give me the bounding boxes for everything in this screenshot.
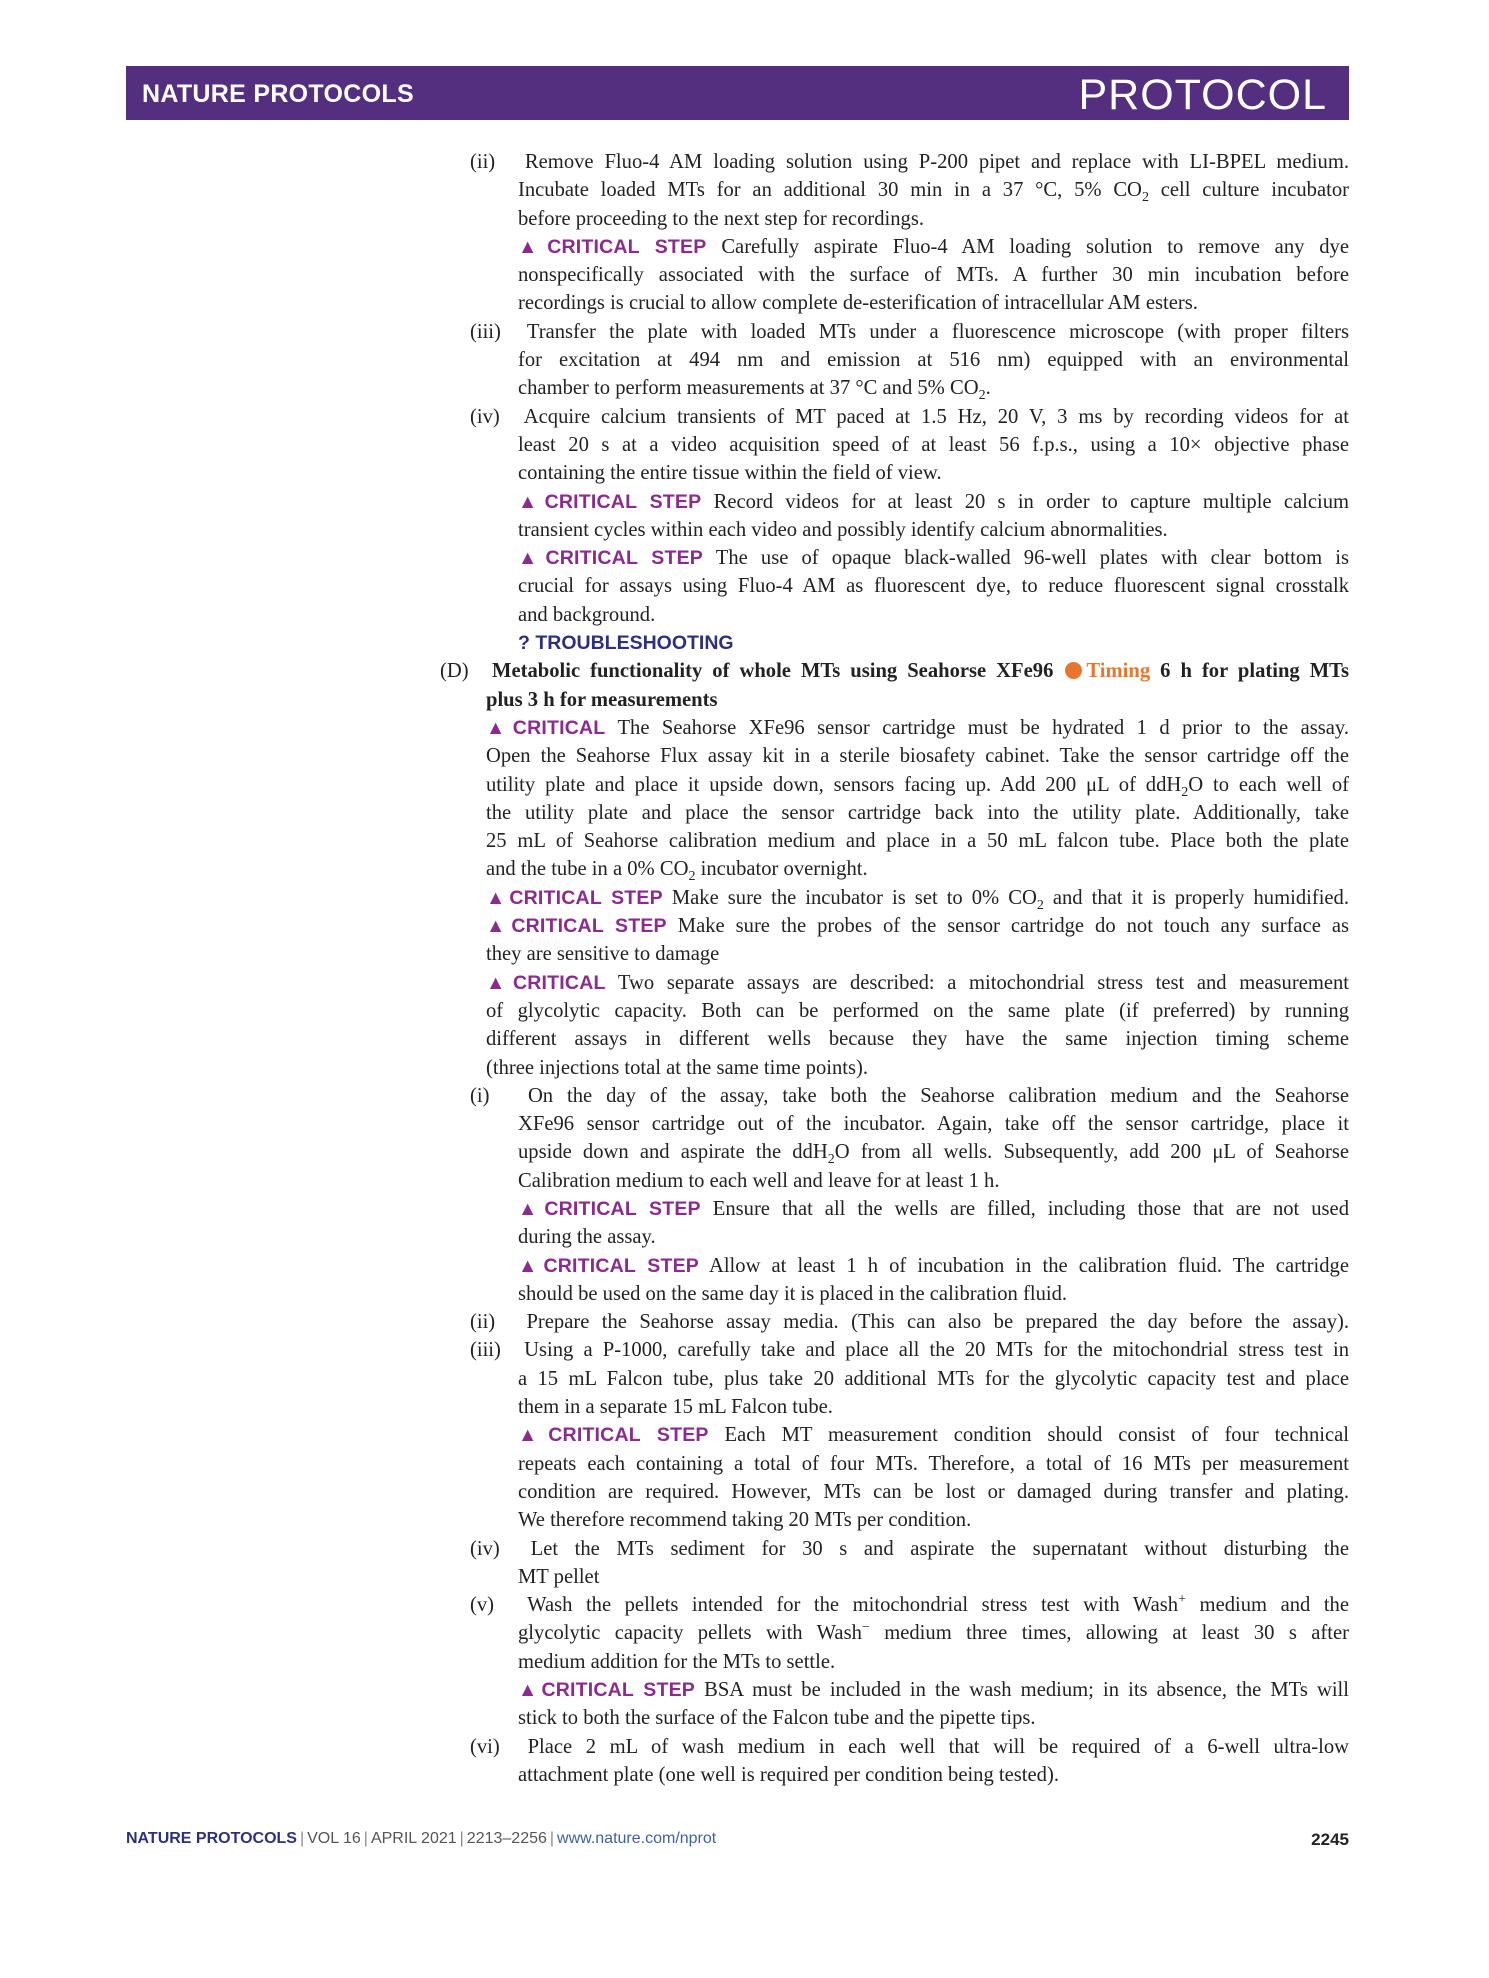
text-line: glycolytic capacity pellets with Wash− medium three times, allowing at least 30 s after bbox=[518, 1620, 1349, 1645]
text-line: attachment plate (one well is required per condition being tested). bbox=[518, 1763, 1059, 1786]
journal-name: NATURE PROTOCOLS bbox=[142, 80, 414, 108]
text-line: We therefore recommend taking 20 MTs per condition. bbox=[518, 1509, 972, 1532]
step-C-ii bbox=[470, 148, 1349, 318]
footer-date: APRIL 2021 bbox=[370, 1830, 457, 1847]
text-line: Open the Seahorse Flux assay kit in a sterile biosafety cabinet. Take the sensor cartridge off the bbox=[486, 745, 1349, 768]
step-C-iv bbox=[470, 403, 1350, 658]
text-line: them in a separate 15 mL Falcon tube. bbox=[518, 1396, 833, 1419]
text-line: XFe96 sensor cartridge out of the incubator. Again, take off the sensor cartridge, place it bbox=[518, 1113, 1349, 1136]
text-line: recordings is crucial to allow complete de-esterification of intracellular AM esters. bbox=[518, 292, 1198, 315]
text-line: and the tube in a 0% $CO_2$ incubator overnight. bbox=[486, 858, 868, 885]
critical-step-note: ▲CRITICAL STEP Make sure the probes of the sensor cartridge do not touch any surface as bbox=[486, 915, 1349, 938]
text-line: during the assay. bbox=[518, 1226, 656, 1249]
text-line: (iv) Acquire calcium transients of MT paced at 1.5 Hz, 20 V, 3 ms by recording videos for at bbox=[470, 405, 1349, 428]
critical-step-note: ▲CRITICAL STEP Record videos for at least 20 s in order to capture multiple calcium bbox=[518, 490, 1350, 513]
text-line: upside down and aspirate the ddH$_2$O from all wells. Subsequently, add 200 μL of Seahorse bbox=[518, 1141, 1350, 1168]
step-C-iii bbox=[470, 318, 1349, 404]
text-line: should be used on the same day it is placed in the calibration fluid. bbox=[518, 1282, 1068, 1305]
step-D-i bbox=[470, 1082, 1350, 1308]
text-line: least 20 s at a video acquisition speed of at least 56 f.p.s., using a 10× objective phase bbox=[518, 433, 1349, 456]
text-line: for excitation at 494 nm and emission at 516 nm) equipped with an environmental bbox=[518, 349, 1349, 372]
section-heading-cont: plus 3 h for measurements bbox=[486, 688, 718, 711]
critical-step-note: ▲CRITICAL STEP The use of opaque black-walled 96-well plates with clear bottom is bbox=[518, 547, 1349, 570]
text-line: Calibration medium to each well and leave for at least 1 h. bbox=[518, 1169, 1000, 1192]
timing-dot-icon bbox=[1065, 662, 1082, 679]
text-line: 25 mL of Seahorse calibration medium and place in a 50 mL falcon tube. Place both the plate bbox=[486, 830, 1349, 853]
step-D-iv bbox=[470, 1535, 1349, 1592]
section-heading: (D) Metabolic functionality of whole MTs using Seahorse XFe96 Timing 6 h for plating MTs bbox=[440, 660, 1350, 683]
text-line: transient cycles within each video and possibly identify calcium abnormalities. bbox=[518, 518, 1168, 541]
text-line: and background. bbox=[518, 603, 656, 626]
page-footer: NATURE PROTOCOLS | VOL 16 | APRIL 2021 | 2213–2256 | www.nature.com/nprot 2245 bbox=[126, 1830, 1349, 1849]
critical-step-note: ▲CRITICAL STEP Make sure the incubator is set to 0% $CO_2$ and that it is properly humidified. bbox=[486, 886, 1350, 913]
text-line: of glycolytic capacity. Both can be performed on the same plate (if preferred) by running bbox=[486, 999, 1349, 1022]
text-line: (v) Wash the pellets intended for the mitochondrial stress test with Wash+ medium and the bbox=[470, 1592, 1349, 1617]
page-number: 2245 bbox=[1311, 1830, 1349, 1849]
text-line: a 15 mL Falcon tube, plus take 20 additional MTs for the glycolytic capacity test and place bbox=[518, 1367, 1349, 1390]
step-D-iii bbox=[470, 1336, 1349, 1534]
text-line: containing the entire tissue within the field of view. bbox=[518, 462, 942, 485]
text-line: Incubate loaded MTs for an additional 30 min in a 37 °C, 5% $CO_2$ cell culture incubator bbox=[518, 179, 1349, 206]
text-line: crucial for assays using Fluo-4 AM as fluorescent dye, to reduce fluorescent signal crosstalk bbox=[518, 575, 1349, 598]
footer-volume: VOL 16 bbox=[307, 1830, 361, 1847]
text-line: nonspecifically associated with the surface of MTs. A further 30 min incubation before bbox=[518, 264, 1349, 287]
text-line: utility plate and place it upside down, sensors facing up. Add 200 μL of ddH$_2$O to each well of bbox=[486, 773, 1349, 800]
footer-journal: NATURE PROTOCOLS bbox=[126, 1830, 297, 1847]
critical-step-note: ▲CRITICAL STEP Carefully aspirate Fluo-4 AM loading solution to remove any dye bbox=[518, 235, 1349, 258]
text-line: (iv) Let the MTs sediment for 30 s and aspirate the supernatant without disturbing the bbox=[470, 1537, 1349, 1560]
text-line: (i) On the day of the assay, take both the Seahorse calibration medium and the Seahorse bbox=[470, 1084, 1349, 1107]
text-line: they are sensitive to damage bbox=[486, 943, 720, 966]
critical-step-note: ▲CRITICAL STEP BSA must be included in the wash medium; in its absence, the MTs will bbox=[518, 1679, 1349, 1702]
step-D-vi bbox=[470, 1733, 1349, 1790]
step-D-v bbox=[470, 1591, 1349, 1732]
header-bar bbox=[126, 66, 1349, 120]
text-line: (iii) Transfer the plate with loaded MTs under a fluorescence microscope (with proper filters bbox=[470, 320, 1349, 343]
text-line: different assays in different wells because they have the same injection timing scheme bbox=[486, 1028, 1349, 1051]
text-line: (three injections total at the same time points). bbox=[486, 1056, 869, 1079]
text-line: stick to both the surface of the Falcon tube and the pipette tips. bbox=[518, 1707, 1036, 1730]
section-D bbox=[440, 657, 1350, 1081]
footer-pages: 2213–2256 bbox=[466, 1830, 547, 1847]
critical-note: ▲CRITICAL The Seahorse XFe96 sensor cartridge must be hydrated 1 d prior to the assay. bbox=[486, 716, 1349, 739]
text-line: (vi) Place 2 mL of wash medium in each well that will be required of a 6-well ultra-low bbox=[470, 1735, 1349, 1758]
text-line: before proceeding to the next step for recordings. bbox=[518, 207, 925, 230]
critical-note: ▲CRITICAL Two separate assays are described: a mitochondrial stress test and measurement bbox=[486, 971, 1350, 994]
text-line: condition are required. However, MTs can be lost or damaged during transfer and plating. bbox=[518, 1480, 1349, 1503]
troubleshooting-link[interactable]: ? TROUBLESHOOTING bbox=[518, 632, 734, 655]
step-D-ii bbox=[470, 1308, 1350, 1336]
article-type: PROTOCOL bbox=[1078, 71, 1327, 119]
critical-step-note: ▲CRITICAL STEP Each MT measurement condition should consist of four technical bbox=[518, 1424, 1349, 1447]
text-line: MT pellet bbox=[518, 1565, 600, 1588]
text-line: (ii) Prepare the Seahorse assay media. (This can also be prepared the day before the assay). bbox=[470, 1311, 1350, 1334]
text-line: (iii) Using a P-1000, carefully take and place all the 20 MTs for the mitochondrial stress test in bbox=[470, 1339, 1349, 1362]
text-line: the utility plate and place the sensor cartridge back into the utility plate. Additionally, take bbox=[486, 801, 1349, 824]
critical-step-note: ▲CRITICAL STEP Allow at least 1 h of incubation in the calibration fluid. The cartridge bbox=[518, 1254, 1349, 1277]
text-line: repeats each containing a total of four MTs. Therefore, a total of 16 MTs per measurement bbox=[518, 1452, 1349, 1475]
text-line: chamber to perform measurements at 37 °C and 5% $CO_2$. bbox=[518, 377, 991, 404]
critical-step-note: ▲CRITICAL STEP Ensure that all the wells are filled, including those that are not used bbox=[518, 1197, 1349, 1220]
footer-url-link[interactable]: www.nature.com/nprot bbox=[557, 1830, 717, 1847]
article-body bbox=[440, 148, 1349, 1789]
text-line: medium addition for the MTs to settle. bbox=[518, 1650, 836, 1673]
text-line: (ii) Remove Fluo-4 AM loading solution using P-200 pipet and replace with LI-BPEL medium. bbox=[470, 151, 1349, 173]
